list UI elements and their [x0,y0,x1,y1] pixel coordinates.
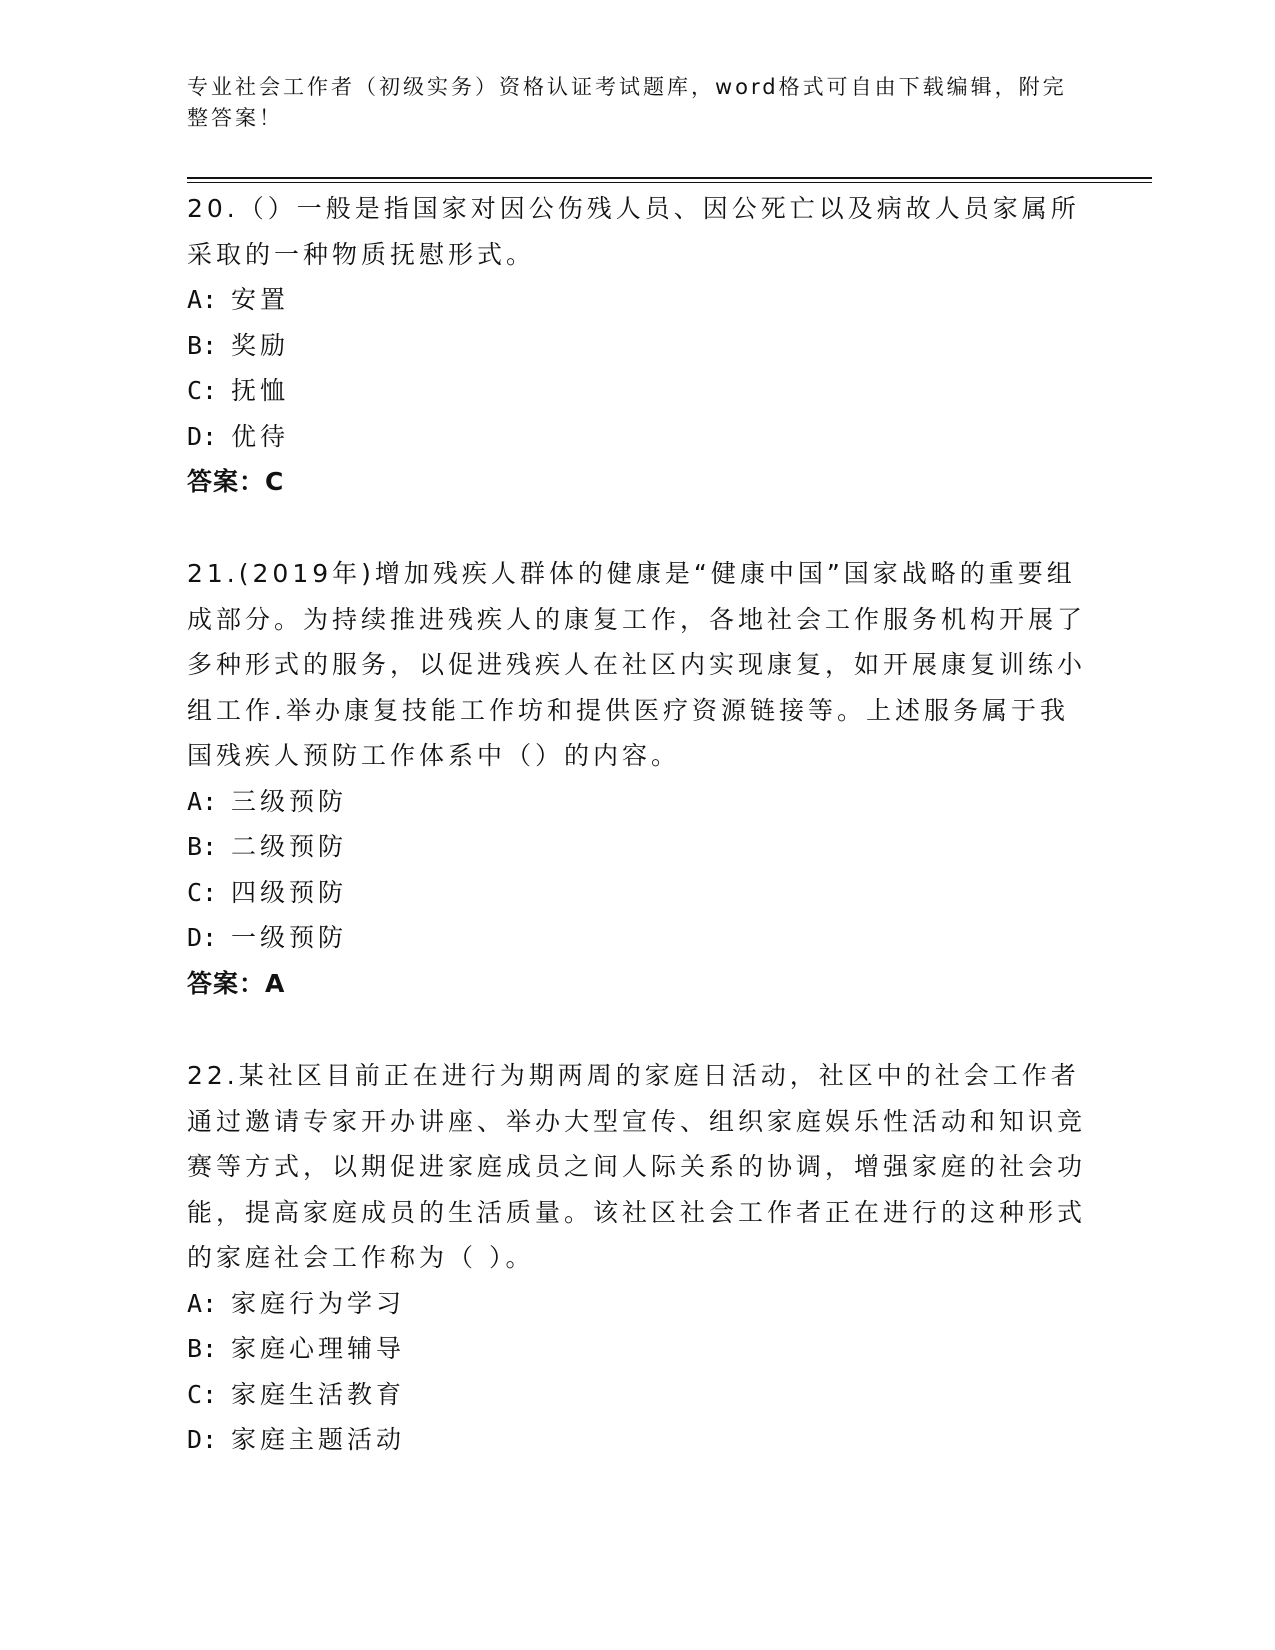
option-c [187,870,1087,916]
question-stem: 20.（）一般是指国家对因公伤残人员、因公死亡以及病故人员家属所采取的一种物质抚慰形式。 [187,194,1080,269]
answer-label: 答案：C [187,467,285,496]
option-text: 安置 [231,285,290,314]
option-text: 家庭行为学习 [231,1288,406,1318]
option-letter: D: [187,1425,218,1454]
option-b [187,1326,1087,1372]
option-letter: A: [187,285,218,314]
header-rule-thick [187,177,1152,179]
question-stem: 21.(2019年)增加残疾人群体的健康是“健康中国”国家战略的重要组成部分。为持续推进残疾人的康复工作，各地社会工作服务机构开展了多种形式的服务，以促进残疾人在社区内实现康复，如开展康复训练小组工作.举办康复技能工作坊和提供医疗资源链接等。上述服务属于我国残疾人预防工作体系中（）的内容。 [187,559,1087,770]
option-letter: C: [187,376,218,405]
option-letter: B: [187,330,218,360]
document-header: 专业社会工作者（初级实务）资格认证考试题库，word格式可自由下载编辑，附完整答案！ [187,75,1067,130]
question-stem: 22.某社区目前正在进行为期两周的家庭日活动，社区中的社会工作者通过邀请专家开办讲座、举办大型宣传、组织家庭娱乐性活动和知识竞赛等方式，以期促进家庭成员之间人际关系的协调，增强家庭的社会功能，提高家庭成员的生活质量。该社区社会工作者正在进行的这种形式的家庭社会工作称为（ ）。 [187,1061,1087,1272]
option-letter: C: [187,877,218,907]
option-letter: C: [187,1379,218,1409]
option-text: 一级预防 [231,923,348,952]
header-rule-thin [187,182,1152,183]
option-letter: D: [187,923,218,952]
option-d [187,414,1087,460]
option-letter: B: [187,1334,218,1363]
option-text: 二级预防 [231,832,348,861]
option-text: 家庭生活教育 [231,1379,406,1409]
option-b [187,824,1087,870]
option-text: 优待 [231,421,290,451]
option-b [187,323,1087,369]
option-d [187,1417,1087,1463]
answer-label: 答案：A [187,968,286,998]
option-c [187,1372,1087,1418]
option-a [187,779,1087,825]
option-text: 四级预防 [231,877,348,907]
question-20 [187,186,1087,505]
option-text: 抚恤 [231,376,290,405]
option-a [187,277,1087,323]
option-letter: A: [187,1288,218,1318]
option-a [187,1281,1087,1327]
option-c [187,368,1087,414]
option-text: 家庭心理辅导 [231,1334,406,1363]
option-text: 奖励 [231,330,290,360]
question-21 [187,551,1087,1006]
option-letter: B: [187,832,218,861]
option-text: 家庭主题活动 [231,1425,406,1454]
option-letter: D: [187,421,218,451]
option-d [187,915,1087,961]
option-letter: A: [187,786,218,816]
question-22 [187,1053,1087,1463]
option-text: 三级预防 [231,786,348,816]
